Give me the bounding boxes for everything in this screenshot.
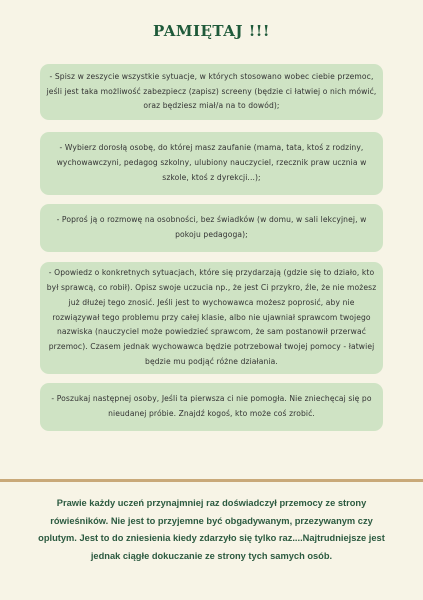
tip-text: - Poproś ją o rozmowę na osobności, bez świadków (w domu, w sali lekcyjnej, w pokoju pedagoga); [56, 215, 367, 239]
tip-text: - Opowiedz o konkretnych sytuacjach, które się przydarzają (gdzie się to działo, kto był sprawcą, co robił). Opisz swoje uczucia np., że jest Ci przykro, źle, że nie możesz już dłużej tego znosić. Jeśli jest to wychowawca możesz poprosić, aby nie rozwiązywał tego problemu przy całej klasie, albo nie ujawniał sprawcom twojego nazwiska (nauczyciel może powiedzieć sprawcom, że sam postanowił przerwać przemoc). Czasem jednak wychowawca będzie potrzebował twojej pomocy - łatwiej będzie mu podjąć różne działania. [46, 268, 377, 366]
tip-card-describe-situations [40, 262, 383, 374]
tip-text: - Spisz w zeszycie wszystkie sytuacje, w których stosowano wobec ciebie przemoc, jeśli jest taka możliwość zabezpiecz (zapisz) screeny (będzie ci łatwiej o nich mówić, oraz będziesz miał/a na to dowód); [46, 71, 377, 111]
section-divider [0, 479, 423, 482]
tip-text: - Wybierz dorosłą osobę, do której masz zaufanie (mama, tata, ktoś z rodziny, wychowawczyni, pedagog szkolny, ulubiony nauczyciel, rzecznik praw ucznia w szkole, ktoś z dyrekcji...); [56, 143, 367, 182]
tip-card-find-another-person [40, 383, 383, 431]
tip-text: - Poszukaj następnej osoby, Jeśli ta pierwsza ci nie pomogła. Nie zniechęcaj się po nieudanej próbie. Znajdź kogoś, kto może coś zrobić. [51, 394, 372, 418]
tip-card-record-situations [40, 64, 383, 120]
summary-paragraph: Prawie każdy uczeń przynajmniej raz doświadczył przemocy ze strony rówieśników. Nie jest to przyjemne być obgadywanym, przezywanym czy oplutym. Jest to do zniesienia kiedy zdarzyło się tylko raz....Najtrudniejsze jest jednak ciągłe dokuczanie ze strony tych samych osób. [38, 498, 385, 561]
page-title: PAMIĘTAJ !!! [153, 22, 270, 40]
tip-card-choose-adult [40, 132, 383, 195]
tip-card-private-talk [40, 204, 383, 252]
